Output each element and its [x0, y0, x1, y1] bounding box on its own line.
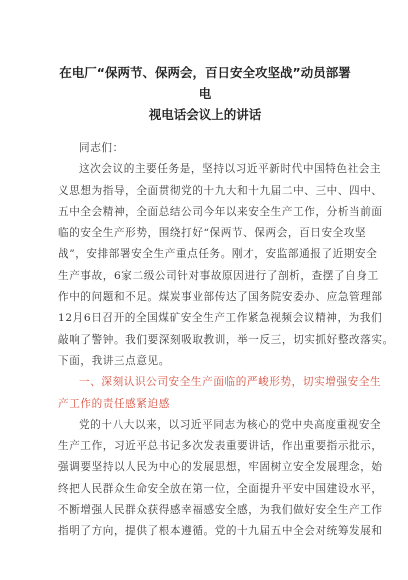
paragraph-line: 强调要坚持以人民为中心的发展思想，牢固树立安全发展理念，始 — [58, 461, 383, 474]
paragraph-line: 作中的问题和不足。煤炭事业部传达了国务院安委办、应急管理部 — [58, 291, 383, 304]
section-heading-line: 产工作的责任感紧迫感 — [58, 397, 170, 410]
paragraph-line: 战”，安排部署安全生产重点任务。刚才，安监部通报了近期安全 — [58, 248, 378, 261]
paragraph-line: 终把人民群众生命安全放在第一位，全面提升平安中国建设水平， — [58, 482, 383, 495]
document-body — [58, 138, 394, 543]
title-line-1: 在电厂“保两节、保两会，百日安全攻坚战”动员部署电 — [59, 65, 351, 101]
paragraph-line: 指明了方向，提供了根本遵循。党的十九届五中全会对统筹发展和 — [58, 525, 383, 538]
paragraph-line: 临的安全生产形势，围绕打好“保两节、保两会，百日安全攻坚 — [58, 227, 367, 240]
paragraph-line: 不断增强人民群众获得感幸福感安全感，为我们做好安全生产工作 — [58, 504, 383, 517]
title-line-2: 视电话会议上的讲话 — [148, 107, 262, 122]
paragraph-line: 党的十八大以来，以习近平同志为核心的党中央高度重视安全 — [79, 418, 382, 431]
paragraph-line: 这次会议的主要任务是，坚持以习近平新时代中国特色社会主 — [79, 163, 382, 176]
paragraph-line: 生产工作，习近平总书记多次发表重要讲话，作出重要指示批示， — [58, 440, 383, 453]
paragraph-line: 下面，我讲三点意见。 — [58, 354, 170, 367]
paragraph-line: 12月6日召开的全国煤矿安全生产工作紧急视频会议精神，为我们 — [58, 312, 383, 325]
paragraph-line: 义思想为指导，全面贯彻党的十九大和十九届二中、三中、四中、 — [58, 184, 383, 197]
document-title — [56, 62, 354, 125]
salutation: 同志们： — [79, 142, 124, 154]
paragraph-line: 生产事故，6家二级公司针对事故原因进行了剖析，查摆了自身工 — [58, 269, 379, 282]
section-heading-line: 一、深刻认识公司安全生产面临的严峻形势，切实增强安全生 — [79, 376, 382, 389]
paragraph-line: 五中全会精神，全面总结公司今年以来安全生产工作，分析当前面 — [58, 205, 383, 218]
paragraph-line: 敲响了警钟。我们要深刻吸取教训，举一反三，切实抓好整改落实。 — [58, 333, 394, 346]
